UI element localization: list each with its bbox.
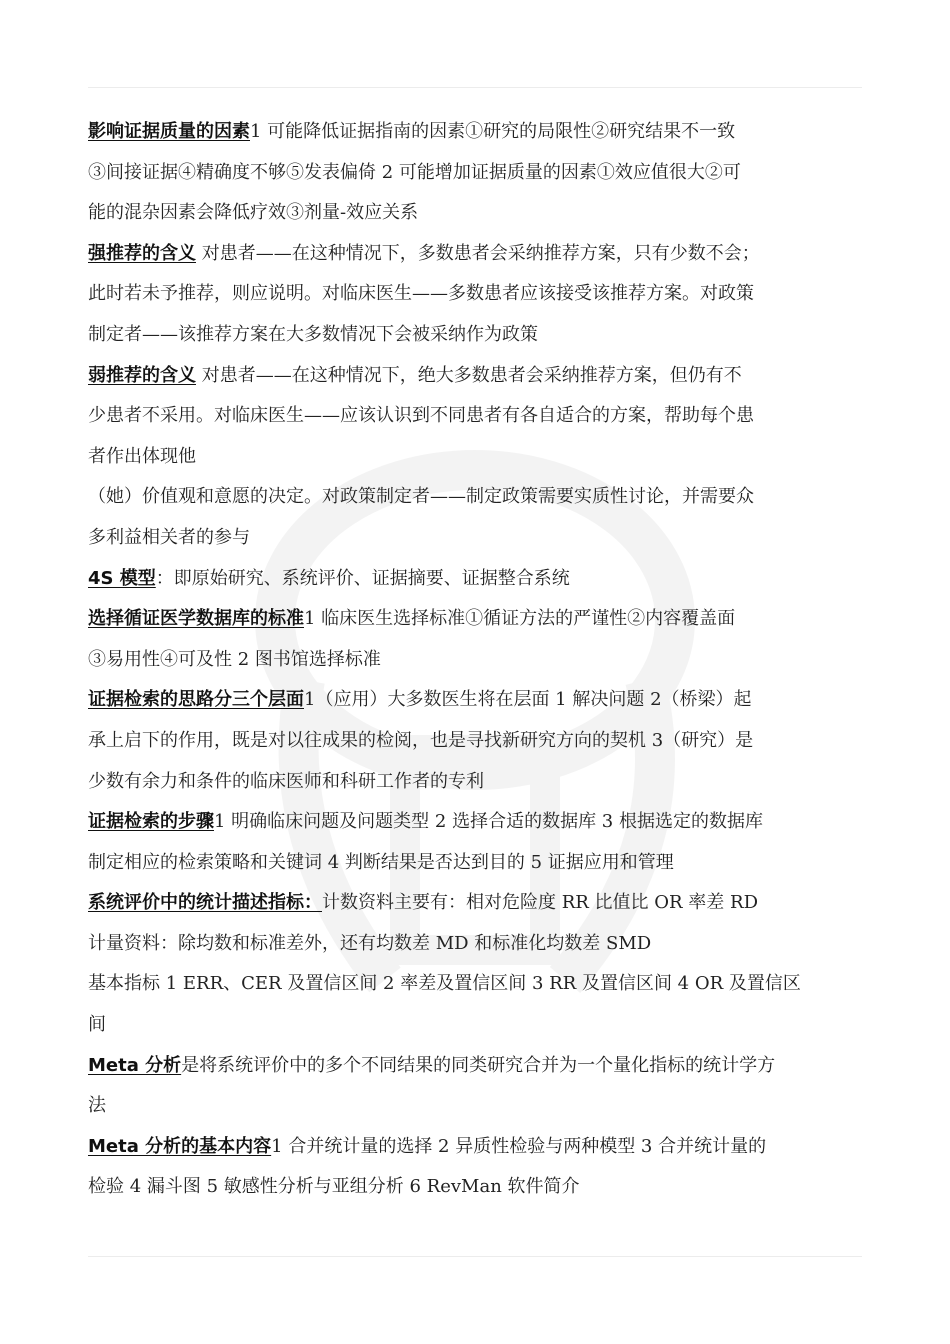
section-heading: Meta 分析的基本内容 (88, 1135, 272, 1157)
text-run: 1（应用）大多数医生将在层面 1 解决问题 2（桥梁）起 (304, 689, 752, 711)
text-line: 多利益相关者的参与 (88, 526, 250, 548)
text-line: ③间接证据④精确度不够⑤发表偏倚 2 可能增加证据质量的因素①效应值很大②可 (88, 161, 741, 183)
section-4s-model (88, 559, 878, 600)
section-evidence-quality-factors (88, 112, 878, 234)
text-line: 间 (88, 1014, 106, 1036)
text-run: 计数资料主要有：相对危险度 RR 比值比 OR 率差 RD (322, 892, 759, 914)
section-heading: 4S 模型 (88, 567, 156, 589)
section-statistical-indicators (88, 883, 878, 1045)
text-line: 法 (88, 1095, 106, 1117)
text-line: 能的混杂因素会降低疗效③剂量-效应关系 (88, 202, 419, 224)
section-heading: 弱推荐的含义 (88, 364, 196, 386)
text-line: 少患者不采用。对临床医生——应该认识到不同患者有各自适合的方案，帮助每个患 (88, 405, 754, 427)
section-weak-recommendation (88, 356, 878, 559)
section-search-steps (88, 802, 878, 883)
text-run: 1 可能降低证据指南的因素①研究的局限性②研究结果不一致 (250, 121, 736, 142)
text-run: ：即原始研究、系统评价、证据摘要、证据整合系统 (155, 567, 570, 589)
text-line: 者作出体现他 (88, 445, 196, 467)
text-line: ③易用性④可及性 2 图书馆选择标准 (88, 648, 381, 670)
text-line: 制定相应的检索策略和关键词 4 判断结果是否达到目的 5 证据应用和管理 (88, 851, 674, 873)
text-line: 承上启下的作用，既是对以往成果的检阅，也是寻找新研究方向的契机 3（研究）是 (88, 729, 754, 751)
text-run: 1 合并统计量的选择 2 异质性检验与两种模型 3 合并统计量的 (271, 1135, 767, 1157)
text-run: 1 临床医生选择标准①循证方法的严谨性②内容覆盖面 (304, 608, 736, 630)
section-heading: Meta 分析 (88, 1054, 182, 1076)
top-divider (88, 87, 862, 88)
section-heading: 证据检索的步骤 (88, 811, 214, 833)
section-database-selection-criteria (88, 599, 878, 680)
text-line (88, 599, 878, 640)
text-line (88, 1046, 878, 1087)
document-body (88, 112, 878, 1208)
text-run: 对患者——在这种情况下，多数患者会采纳推荐方案，只有少数不会； (196, 242, 760, 264)
text-line: 检验 4 漏斗图 5 敏感性分析与亚组分析 6 RevMan 软件简介 (88, 1176, 580, 1198)
section-heading: 系统评价中的统计描述指标： (88, 892, 322, 914)
text-line: 此时若未予推荐，则应说明。对临床医生——多数患者应该接受该推荐方案。对政策 (88, 283, 754, 305)
text-run: 是将系统评价中的多个不同结果的同类研究合并为一个量化指标的统计学方 (181, 1054, 776, 1076)
text-line (88, 680, 878, 721)
text-run: 1 明确临床问题及问题类型 2 选择合适的数据库 3 根据选定的数据库 (214, 811, 763, 833)
text-run: 对患者——在这种情况下，绝大多数患者会采纳推荐方案，但仍有不 (196, 364, 742, 386)
text-line (88, 112, 878, 153)
section-strong-recommendation (88, 234, 878, 356)
text-line: （她）价值观和意愿的决定。对政策制定者——制定政策需要实质性讨论，并需要众 (88, 486, 754, 508)
section-meta-analysis (88, 1046, 878, 1127)
text-line (88, 234, 878, 275)
section-meta-analysis-content (88, 1127, 878, 1208)
text-line: 少数有余力和条件的临床医师和科研工作者的专利 (88, 770, 484, 792)
section-search-levels (88, 680, 878, 802)
section-heading: 选择循证医学数据库的标准 (88, 608, 304, 630)
text-line (88, 1127, 878, 1168)
text-line: 计量资料：除均数和标准差外，还有均数差 MD 和标准化均数差 SMD (88, 932, 652, 954)
text-line: 制定者——该推荐方案在大多数情况下会被采纳作为政策 (88, 323, 538, 345)
section-heading: 证据检索的思路分三个层面 (88, 689, 304, 711)
text-line (88, 356, 878, 397)
bottom-divider (88, 1256, 862, 1257)
text-line (88, 883, 878, 924)
text-line (88, 802, 878, 843)
section-heading: 影响证据质量的因素 (88, 121, 250, 142)
section-heading: 强推荐的含义 (88, 242, 196, 264)
text-line: 基本指标 1 ERR、CER 及置信区间 2 率差及置信区间 3 RR 及置信区间 4 OR 及置信区 (88, 973, 801, 995)
text-line (88, 559, 878, 600)
